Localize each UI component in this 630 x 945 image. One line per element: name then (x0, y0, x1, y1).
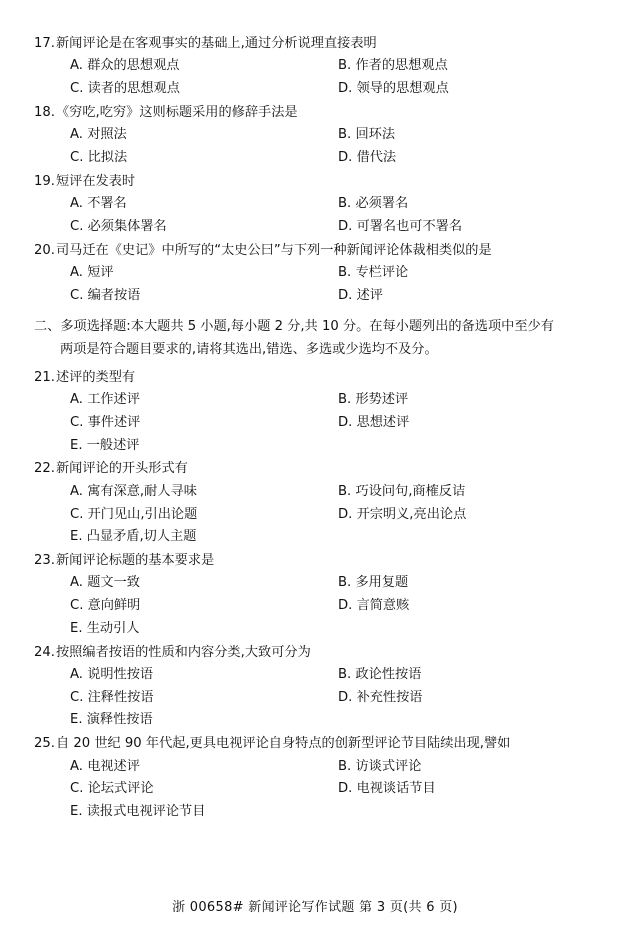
option-label: B. (338, 196, 352, 212)
option-text: 工作述评 (87, 392, 140, 408)
option-d[interactable] (338, 78, 449, 101)
option-row (70, 124, 586, 147)
option-d[interactable] (338, 412, 409, 435)
option-row (70, 709, 586, 732)
option-text: 领导的思想观点 (356, 81, 449, 97)
option-label: C. (70, 415, 84, 430)
question-text: 述评的类型有 (56, 369, 136, 385)
option-label: A. (70, 758, 83, 774)
option-text: 论坛式评论 (87, 781, 154, 797)
section-heading-line2: 两项是符合题目要求的,请将其选出,错选、多选或少选均不及分。 (60, 342, 438, 358)
option-d[interactable] (338, 504, 466, 527)
option-text: 借代法 (356, 150, 397, 166)
option-text: 说明性按语 (87, 666, 154, 682)
option-label: A. (70, 666, 83, 682)
option-list (34, 481, 586, 549)
option-label: B. (338, 58, 352, 74)
option-label: E. (70, 529, 83, 545)
option-e[interactable] (70, 435, 338, 458)
question-text: 司马迁在《史记》中所写的“太史公曰”与下列一种新闻评论体裁相类似的是 (56, 242, 492, 258)
option-list (34, 664, 586, 732)
option-c[interactable] (70, 412, 338, 435)
option-text: 言简意赅 (356, 598, 410, 614)
option-text: 读报式电视评论节目 (86, 803, 206, 819)
option-d[interactable] (338, 147, 396, 170)
option-a[interactable] (70, 572, 338, 595)
option-c[interactable] (70, 285, 338, 308)
option-text: 一般述评 (86, 437, 140, 453)
option-row (70, 285, 586, 308)
option-a[interactable] (70, 481, 338, 504)
option-text: 多用复题 (355, 575, 409, 591)
question-stem (34, 172, 586, 192)
option-a[interactable] (70, 55, 338, 78)
section-heading (34, 316, 586, 361)
option-e[interactable] (70, 709, 338, 732)
option-label: C. (70, 150, 84, 166)
question-20 (34, 241, 586, 308)
option-label: D. (338, 218, 353, 234)
option-a[interactable] (70, 664, 338, 687)
option-text: 编者按语 (87, 287, 141, 303)
option-row (70, 618, 586, 641)
question-22 (34, 459, 586, 549)
option-label: A. (70, 265, 83, 281)
question-18 (34, 103, 586, 170)
option-text: 对照法 (87, 127, 127, 143)
option-label: E. (70, 620, 83, 636)
option-label: D. (338, 81, 353, 97)
option-label: D. (338, 506, 353, 522)
option-b[interactable] (338, 55, 448, 78)
option-e[interactable] (70, 526, 338, 549)
option-label: C. (70, 781, 84, 797)
option-list (34, 193, 586, 238)
question-stem (34, 241, 586, 261)
question-text: 《穷吃,吃穷》这则标题采用的修辞手法是 (56, 104, 298, 120)
option-b[interactable] (338, 756, 421, 779)
option-text: 演释性按语 (86, 712, 153, 728)
option-text: 作者的思想观点 (355, 58, 448, 74)
question-number: 22. (34, 461, 55, 477)
option-row (70, 216, 586, 239)
question-text: 按照编者按语的性质和内容分类,大致可分为 (56, 644, 311, 660)
option-text: 生动引人 (86, 620, 140, 636)
option-label: A. (70, 483, 83, 499)
option-text: 意向鲜明 (87, 598, 141, 614)
option-label: C. (70, 81, 84, 97)
option-label: C. (70, 218, 84, 234)
option-text: 必须署名 (355, 196, 409, 212)
option-label: D. (338, 287, 353, 303)
option-text: 开宗明义,亮出论点 (356, 506, 467, 522)
option-text: 思想述评 (356, 415, 410, 430)
option-row (70, 526, 586, 549)
option-label: A. (70, 58, 83, 74)
option-row (70, 481, 586, 504)
option-label: C. (70, 506, 84, 522)
option-list (34, 756, 586, 824)
option-text: 电视谈话节目 (356, 781, 436, 797)
option-text: 必须集体署名 (87, 218, 167, 234)
question-number: 17. (34, 36, 55, 51)
option-b[interactable] (338, 262, 408, 285)
option-text: 回环法 (355, 127, 396, 143)
question-number: 18. (34, 104, 55, 120)
option-text: 述评 (356, 287, 383, 303)
option-d[interactable] (338, 285, 383, 308)
option-b[interactable] (338, 389, 408, 412)
question-number: 21. (34, 369, 55, 385)
option-text: 题文一致 (87, 575, 140, 591)
option-text: 短评 (87, 265, 114, 281)
option-label: E. (70, 437, 83, 453)
question-25 (34, 734, 586, 824)
option-row (70, 78, 586, 101)
option-c[interactable] (70, 687, 338, 710)
option-label: D. (338, 781, 353, 797)
option-b[interactable] (338, 193, 408, 216)
option-list (34, 389, 586, 457)
option-text: 可署名也可不署名 (356, 218, 463, 234)
question-number: 25. (34, 736, 55, 752)
option-c[interactable] (70, 147, 338, 170)
option-row (70, 801, 586, 824)
option-label: C. (70, 598, 84, 614)
question-number: 19. (34, 173, 55, 189)
question-text: 短评在发表时 (56, 173, 136, 189)
option-b[interactable] (338, 664, 421, 687)
option-a[interactable] (70, 124, 338, 147)
section-heading-line1: 二、多项选择题:本大题共 5 小题,每小题 2 分,共 10 分。在每小题列出的备选项中至少有 (34, 319, 554, 335)
option-label: E. (70, 803, 83, 819)
option-label: C. (70, 689, 84, 705)
question-number: 23. (34, 552, 55, 568)
question-text: 新闻评论的开头形式有 (56, 461, 188, 477)
question-21 (34, 368, 586, 458)
option-label: D. (338, 598, 353, 614)
option-label: D. (338, 150, 353, 166)
question-number: 24. (34, 644, 55, 660)
option-text: 电视述评 (87, 758, 140, 774)
option-d[interactable] (338, 216, 462, 239)
option-list (34, 124, 586, 169)
option-e[interactable] (70, 801, 338, 824)
option-c[interactable] (70, 595, 338, 618)
question-stem (34, 368, 586, 388)
option-b[interactable] (338, 572, 408, 595)
option-text: 政论性按语 (355, 666, 422, 682)
option-row (70, 435, 586, 458)
option-text: 形势述评 (355, 392, 409, 408)
option-a[interactable] (70, 262, 338, 285)
option-row (70, 147, 586, 170)
option-row (70, 262, 586, 285)
option-row (70, 389, 586, 412)
option-label: A. (70, 127, 83, 143)
option-label: B. (338, 127, 352, 143)
option-row (70, 193, 586, 216)
question-text: 新闻评论标题的基本要求是 (56, 552, 215, 568)
option-text: 事件述评 (87, 415, 141, 430)
question-stem (34, 551, 586, 571)
option-row (70, 756, 586, 779)
option-text: 不署名 (87, 196, 127, 212)
option-e[interactable] (70, 618, 338, 641)
option-text: 巧设问句,商榷反诘 (355, 483, 466, 499)
option-c[interactable] (70, 216, 338, 239)
option-c[interactable] (70, 778, 338, 801)
option-label: D. (338, 689, 353, 705)
option-label: B. (338, 483, 352, 499)
question-19 (34, 172, 586, 239)
option-label: A. (70, 575, 83, 591)
option-text: 开门见山,引出论题 (87, 506, 198, 522)
question-17 (34, 34, 586, 101)
option-text: 凸显矛盾,切人主题 (86, 529, 197, 545)
option-label: E. (70, 712, 83, 728)
option-row (70, 504, 586, 527)
question-stem (34, 34, 586, 54)
option-a[interactable] (70, 756, 338, 779)
option-label: B. (338, 392, 352, 408)
option-d[interactable] (338, 778, 436, 801)
option-row (70, 664, 586, 687)
option-label: D. (338, 415, 353, 430)
option-text: 比拟法 (87, 150, 128, 166)
option-text: 注释性按语 (87, 689, 154, 705)
page-footer: 浙 00658# 新闻评论写作试题 第 3 页(共 6 页) (172, 900, 458, 915)
option-d[interactable] (338, 595, 409, 618)
question-stem (34, 643, 586, 663)
option-row (70, 572, 586, 595)
option-list (34, 55, 586, 100)
question-number: 20. (34, 242, 55, 258)
question-stem (34, 459, 586, 479)
question-24 (34, 643, 586, 733)
option-row (70, 595, 586, 618)
option-text: 寓有深意,耐人寻味 (87, 483, 197, 499)
option-label: A. (70, 392, 83, 408)
option-d[interactable] (338, 687, 423, 710)
question-text: 自 20 世纪 90 年代起,更具电视评论自身特点的创新型评论节目陆续出现,譬如 (56, 736, 511, 752)
option-text: 补充性按语 (356, 689, 423, 705)
option-list (34, 572, 586, 640)
option-list (34, 262, 586, 307)
option-row (70, 412, 586, 435)
question-23 (34, 551, 586, 641)
option-b[interactable] (338, 124, 395, 147)
question-stem (34, 103, 586, 123)
option-c[interactable] (70, 78, 338, 101)
option-row (70, 687, 586, 710)
option-text: 读者的思想观点 (87, 81, 180, 97)
option-label: B. (338, 575, 352, 591)
option-b[interactable] (338, 481, 465, 504)
option-label: C. (70, 287, 84, 303)
option-label: A. (70, 196, 83, 212)
question-stem (34, 734, 586, 754)
option-a[interactable] (70, 389, 338, 412)
option-text: 群众的思想观点 (87, 58, 180, 74)
option-label: B. (338, 666, 352, 682)
option-text: 专栏评论 (355, 265, 409, 281)
question-text: 新闻评论是在客观事实的基础上,通过分析说理直接表明 (56, 36, 377, 51)
option-row (70, 778, 586, 801)
option-c[interactable] (70, 504, 338, 527)
option-row (70, 55, 586, 78)
option-label: B. (338, 265, 352, 281)
option-a[interactable] (70, 193, 338, 216)
option-label: B. (338, 758, 352, 774)
option-text: 访谈式评论 (355, 758, 422, 774)
